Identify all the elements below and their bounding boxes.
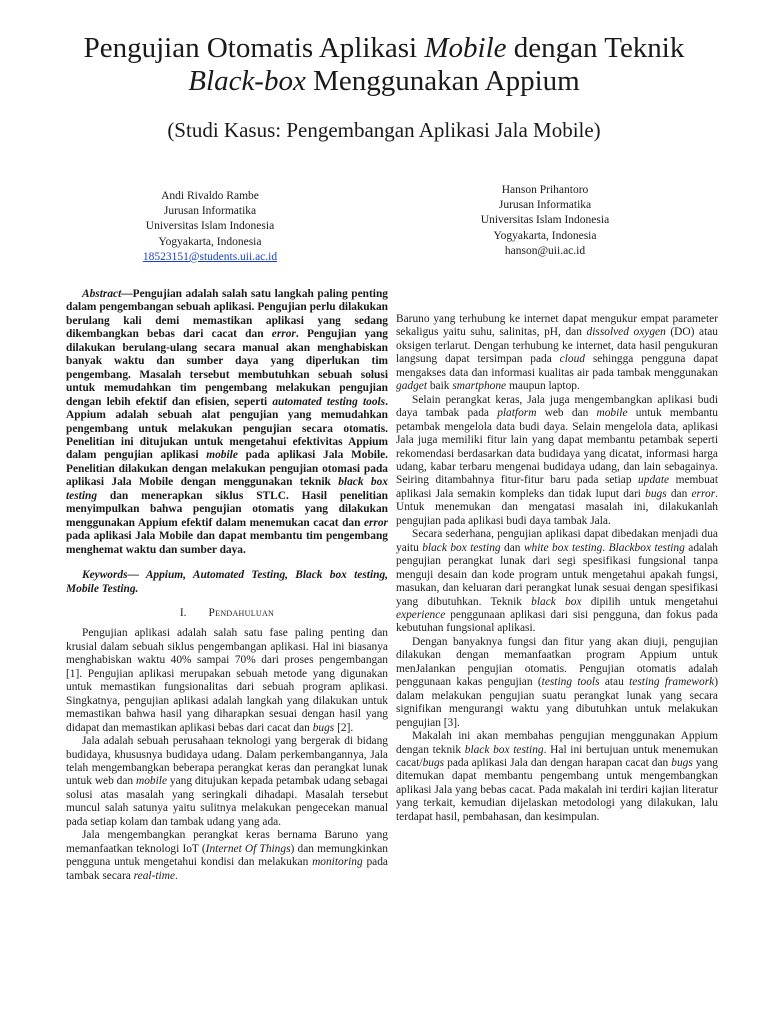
author-university: Universitas Islam Indonesia <box>480 214 610 227</box>
body-paragraph: Baruno yang terhubung ke internet dapat mengukur empat parameter sekaligus yaitu suhu, salinitas, pH, dan dissolved oxygen (DO) atau oksigen terlarut. Dengan terhubung ke internet, data hasil pengukuran langsung dapat tersimpan pada cloud sehingga pengguna dapat mengakses data dan informasi kualitas air pada tambak menggunakan gadget baik smartphone maupun laptop. <box>396 313 719 393</box>
left-column <box>66 288 388 883</box>
keywords: Keywords— Appium, Automated Testing, Black box testing, Mobile Testing. <box>66 569 388 595</box>
author-name: Hanson Prihantoro <box>501 184 589 196</box>
paper-subtitle: (Studi Kasus: Pengembangan Aplikasi Jala Mobile) <box>167 118 601 142</box>
author-city: Yogyakarta, Indonesia <box>158 235 262 248</box>
author-department: Jurusan Informatika <box>498 199 592 212</box>
author-email: hanson@uii.ac.id <box>504 244 586 257</box>
body-paragraph: Dengan banyaknya fungsi dan fitur yang akan diuji, pengujian dilakukan dengan memanfaatkan program Appium untuk menJalankan pengujian otomatis. Pengujian otomatis adalah penggunaan kakas pengujian (testing tools atau testing framework) dalam melakukan pengujian suatu perangkat lunak yang secara signifikan mengurangi waktu yang dibutuhkan untuk melakukan pengujian [3]. <box>396 635 718 729</box>
body-paragraph: Selain perangkat keras, Jala juga mengembangkan aplikasi budi daya tambak pada platform web dan mobile untuk membantu petambak mengelola data budi daya. Selain mengelola data, aplikasi Jala juga memiliki fitur lain yang dapat membantu petambak seperti rekomendasi berdasarkan data budidaya yang dicatat, informasi harga udang, kabar terbaru mengenai budidaya udang, dan lain sebagainya. Seiring ditambahnya fitur-fitur baru pada setiap update membuat aplikasi Jala semakin kompleks dan tidak luput dari bugs dan error. Untuk menemukan dan mengatasi masalah ini, dilakukanlah pengujian pada aplikasi budi daya tambak Jala. <box>396 393 718 527</box>
body-paragraph: Secara sederhana, pengujian aplikasi dapat dibedakan menjadi dua yaitu black box testing dan white box testing. Blackbox testing adalah pengujian perangkat lunak dari segi spesifikasi fungsional tanpa menguji desain dan kode program untuk mengetahui apakah fungsi, masukan, dan keluaran dari perangkat lunak sesuai dengan spesifikasi yang dibutuhkan. Teknik black box dipilih untuk mengetahui experience penggunaan aplikasi dari sisi pengguna, dan fokus pada kebutuhan fungsional aplikasi. <box>396 528 719 635</box>
author-block-1 <box>80 189 340 265</box>
right-column <box>396 313 718 824</box>
body-paragraph: Jala adalah sebuah perusahaan teknologi yang bergerak di bidang budidaya, khususnya budidaya udang. Dalam perkembangannya, Jala telah mengembangkan beberapa perangkat keras dan perangkat lunak untuk web dan mobile yang ditujukan kepada petambak udang sebagai solusi atas masalah yang seringkali dihadapi. Masalah tersebut muncul salah satunya yaitu sulitnya melakukan pengecekan manual pada setiap kolam dan tambak udang yang ada. <box>66 735 388 828</box>
author-block-2 <box>415 183 675 259</box>
body-paragraph: Jala mengembangkan perangkat keras bernama Baruno yang memanfaatkan teknologi IoT (Internet Of Things) dan memungkinkan pengguna untuk mengetahui kondisi dan melakukan monitoring pada tambak secara real-time. <box>66 829 388 882</box>
author-city: Yogyakarta, Indonesia <box>493 229 597 242</box>
section-heading: I. Pendahuluan <box>179 606 275 619</box>
abstract: Abstract—Pengujian adalah salah satu langkah paling penting dalam pengembangan sebuah aplikasi. Pengujian perlu dilakukan berulang kali demi memastikan aplikasi yang sedang dikembangkan bebas dari cacat dan error. Pengujian yang dilakukan berulang-ulang secara manual akan menghabiskan banyak waktu dan sumber daya yang diperlukan tim pengembang. Masalah tersebut membutuhkan sebuah solusi untuk memudahkan tim pengembang melakukan pengujian dengan lebih efektif dan efisien, seperti automated testing tools. Appium adalah sebuah alat pengujian yang memudahkan pengembang untuk melakukan pengujian secara otomatis. Penelitian ini ditujukan untuk mengetahui efektivitas Appium dalam pengujian aplikasi mobile pada aplikasi Jala Mobile. Penelitian dilakukan dengan melakukan pengujian otomasi pada aplikasi Jala Mobile dengan menggunakan teknik black box testing dan menerapkan siklus STLC. Hasil penelitian menyimpulkan bahwa pengujian otomatis yang dilakukan menggunakan Appium efektif dalam menemukan cacat dan error pada aplikasi Jala Mobile dan dapat membantu tim pengembang menghemat waktu dan sumber daya. <box>66 288 389 556</box>
body-paragraph: Makalah ini akan membahas pengujian menggunakan Appium dengan teknik black box testing. Hal ini bertujuan untuk menemukan cacat/bugs pada aplikasi Jala dan dengan harapan cacat dan bugs yang ditemukan dapat membantu pengembang untuk mengembangkan aplikasi Jala yang bebas cacat. Pada makalah ini terdiri kajian literatur yang terkait, kemudian dijelaskan metodologi yang dilakukan, lalu terdapat hasil, pembahasan, dan kesimpulan. <box>396 730 719 823</box>
author-email-link[interactable]: 18523151@students.uii.ac.id <box>142 250 278 263</box>
author-department: Jurusan Informatika <box>163 205 257 218</box>
body-paragraph: Pengujian aplikasi adalah salah satu fase paling penting dan krusial dalam sebuah siklus pengembangan aplikasi. Hal ini biasanya menghabiskan waktu 40% sampai 70% dari proses pengembangan [1]. Pengujian aplikasi merupakan sebuah metode yang digunakan untuk memastikan fungsionalitas dari sebuah program aplikasi. Singkatnya, pengujian aplikasi adalah langkah yang dilakukan untuk memastikan bahwa hasil yang diharapkan sesuai dengan hasil yang didapat dan memastikan aplikasi bebas dari cacat dan bugs [2]. <box>66 627 388 734</box>
paper-title: Pengujian Otomatis Aplikasi Mobile dengan Teknik Black-box Menggunakan Appium <box>83 32 685 97</box>
author-university: Universitas Islam Indonesia <box>145 220 275 233</box>
author-name: Andi Rivaldo Rambe <box>161 190 259 202</box>
